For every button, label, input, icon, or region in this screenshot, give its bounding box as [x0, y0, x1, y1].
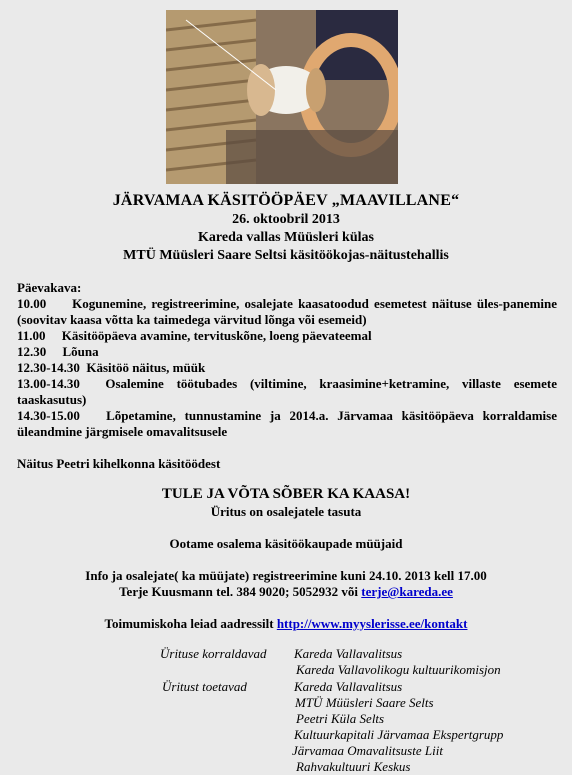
- event-venue: MTÜ Müüsleri Saare Seltsi käsitöökojas-näitustehallis: [123, 248, 449, 263]
- supporter-item: MTÜ Müüsleri Saare Selts: [295, 695, 434, 710]
- program-item: [17, 408, 557, 440]
- contact-url-link[interactable]: http://www.myyslerisse.ee/kontakt: [276, 616, 468, 631]
- supporter-item: Rahvakultuuri Keskus: [296, 759, 411, 774]
- program-time: 13.00-14.30: [17, 376, 80, 391]
- contact-text: Terje Kuusmann tel. 384 9020; 5052932 või: [119, 584, 362, 599]
- program-item: [17, 376, 557, 408]
- event-date: 26. oktoobril 2013: [232, 212, 340, 227]
- organizers-label: Ürituse korraldavad: [160, 646, 267, 661]
- program-text: Lõuna: [62, 344, 99, 359]
- spinning-wheel-illustration: [166, 10, 398, 184]
- spinning-wheel-photo: [166, 10, 398, 184]
- organizer-item: Kareda Vallavalitsus: [294, 646, 403, 661]
- event-title: JÄRVAMAA KÄSITÖÖPÄEV „MAAVILLANE“: [112, 192, 460, 209]
- program-text: Käsitöö näitus, müük: [86, 360, 206, 375]
- program-item: [17, 344, 557, 360]
- event-location: Kareda vallas Müüsleri külas: [198, 230, 374, 245]
- program-item: [17, 328, 557, 344]
- free-entry-note: Üritus on osalejatele tasuta: [210, 504, 362, 519]
- call-to-action: TULE JA VÕTA SÕBER KA KAASA!: [161, 486, 411, 502]
- program-time: 11.00: [17, 328, 46, 343]
- program-time: 12.30-14.30: [17, 360, 80, 375]
- program-text: Käsitööpäeva avamine, tervituskõne, loeng päevateemal: [61, 328, 372, 343]
- organizer-item: Kareda Vallavolikogu kultuurikomisjon: [296, 662, 501, 677]
- supporter-item: Järvamaa Omavalitsuste Liit: [292, 743, 443, 758]
- program-item: [17, 360, 557, 376]
- program-time: 12.30: [17, 344, 47, 359]
- email-link[interactable]: terje@kareda.ee: [361, 584, 453, 599]
- program-text: Kogunemine, registreerimine, osalejate kaasatoodud esemetest näituse üles-panemine (soovitav kaasa võtta ka taimedega värvitud lõnga või esemeid): [17, 296, 558, 327]
- supporter-item: Peetri Küla Selts: [296, 711, 385, 726]
- vendors-note: Ootame osalema käsitöökaupade müüjaid: [169, 536, 403, 551]
- address-text: Toimumiskoha leiad aadressilt: [104, 616, 277, 631]
- program-label: Päevakava:: [17, 280, 82, 295]
- registration-info: Info ja osalejate( ka müüjate) registreerimine kuni 24.10. 2013 kell 17.00: [85, 568, 487, 583]
- contact-line: [0, 584, 572, 600]
- supporter-item: Kultuurkapitali Järvamaa Ekspertgrupp: [294, 727, 504, 742]
- program-text: Lõpetamine, tunnustamine ja 2014.a. Järvamaa käsitööpäeva korraldamise üleandmine järgmisele omavalitsusele: [17, 408, 557, 439]
- exhibition-note: Näitus Peetri kihelkonna käsitöödest: [17, 456, 221, 471]
- program-time: 10.00: [17, 296, 47, 311]
- program-item: [17, 296, 557, 328]
- program-time: 14.30-15.00: [17, 408, 80, 423]
- supporters-label: Üritust toetavad: [162, 679, 247, 694]
- program-text: Osalemine töötubades (viltimine, kraasimine+ketramine, villaste esemete taaskasutus): [17, 376, 557, 407]
- address-line: [0, 616, 572, 632]
- supporter-item: Kareda Vallavalitsus: [294, 679, 403, 694]
